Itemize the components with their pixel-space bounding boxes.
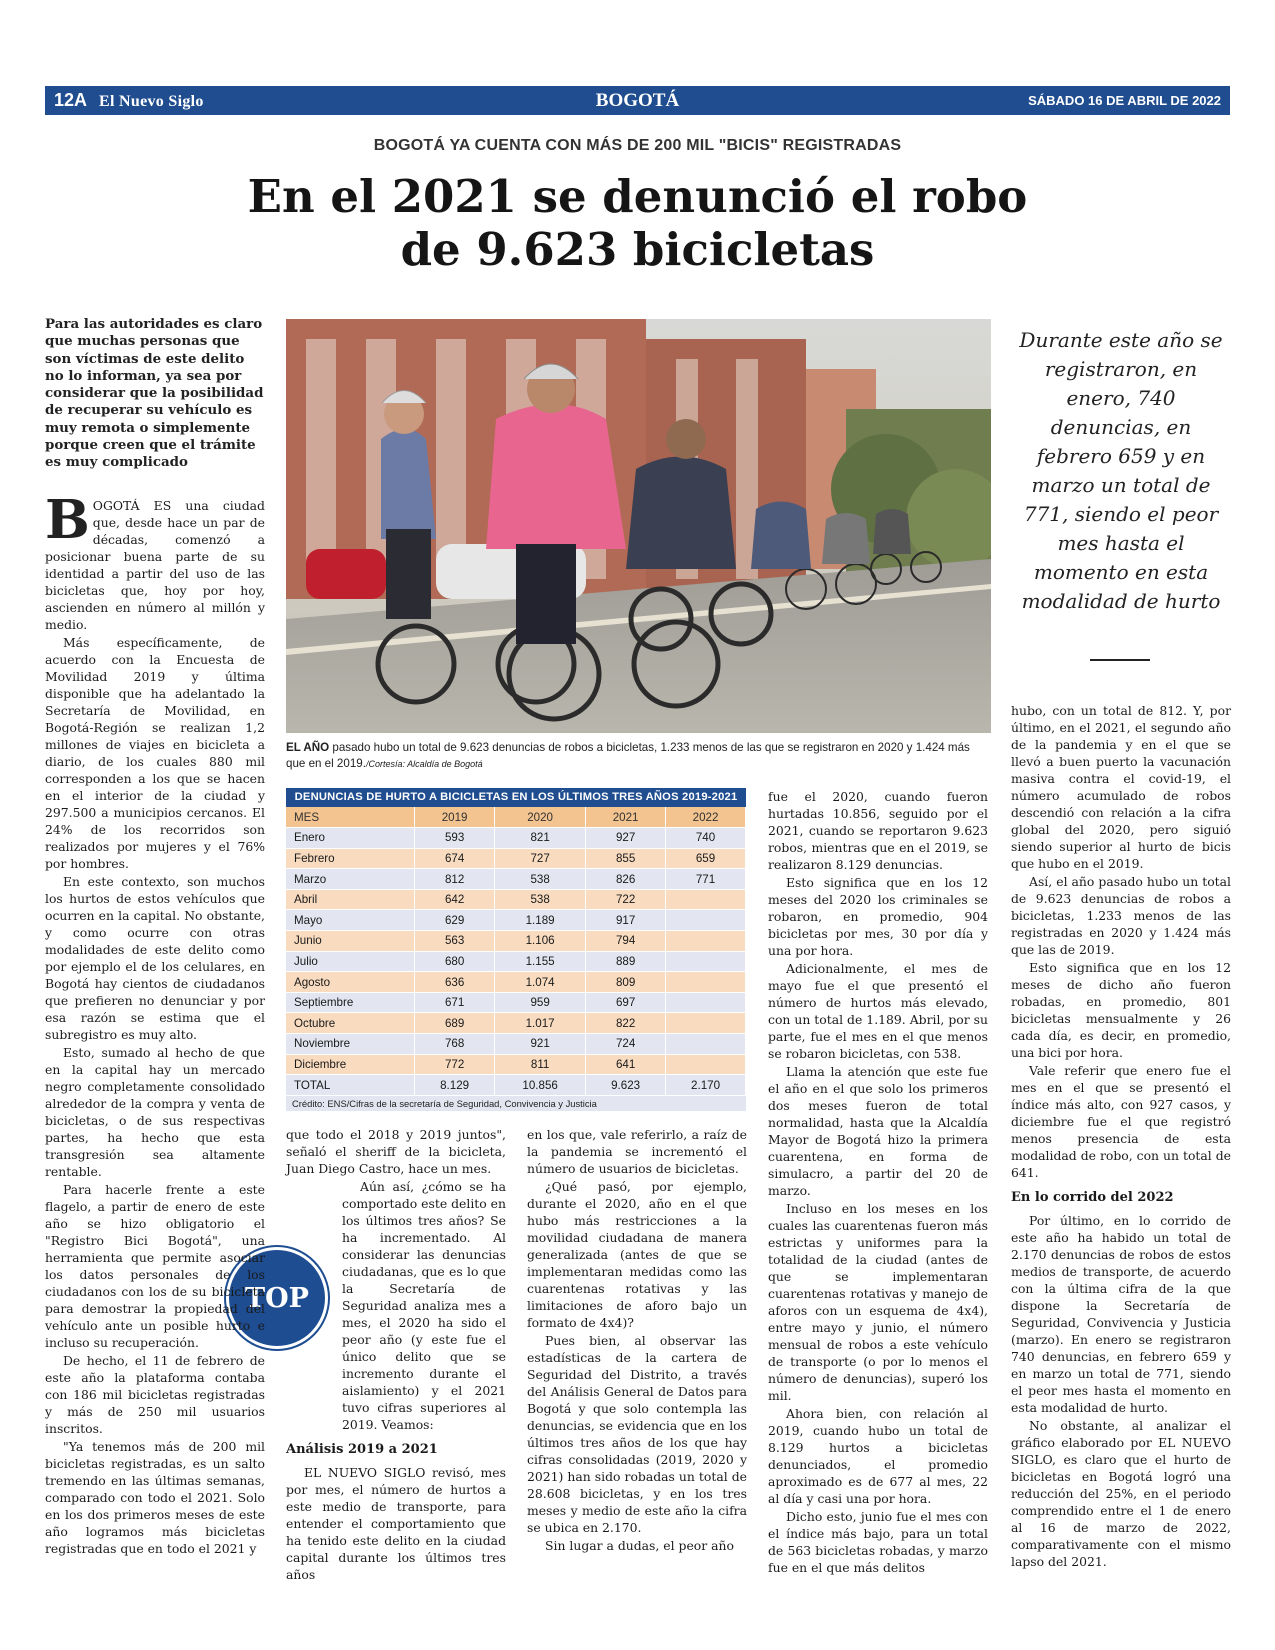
table-body: [286, 828, 746, 1096]
table-cell: 812: [415, 869, 495, 890]
table-cell: Mayo: [286, 910, 415, 931]
table-cell: 855: [586, 848, 666, 869]
table-header-cell: 2022: [666, 807, 746, 828]
col2-paragraph-3: EL NUEVO SIGLO revisó, mes por mes, el número de hurtos a este medio de transporte, para entender el comportamiento que ha tenido este delito en la ciudad capital durante los últimos tres años: [286, 1465, 506, 1582]
table-header-row: [286, 807, 746, 828]
column-3: [527, 1126, 747, 1555]
table-cell: 689: [415, 1013, 495, 1034]
table-row: [286, 848, 746, 869]
table-cell: 629: [415, 910, 495, 931]
col1-p5-text: Para hacerle frente a este flagelo, a partir de enero de este año se hizo obligatorio el "Registro Bici Bogotá", una herramienta que permite asociar los datos personales de los ciudadanos con los de su bicicleta para demostrar la propiedad del vehículo ante un posible hurto e incluso su recuperación.: [45, 1182, 265, 1350]
table-cell: [666, 1054, 746, 1075]
table-header-cell: 2021: [586, 807, 666, 828]
table-cell: [666, 972, 746, 993]
col4-paragraph-6: Ahora bien, con relación al 2019, cuando hubo un total de 8.129 hurtos a bicicletas denunciados, el promedio aproximado es de 677 al mes, 22 al día y casi una por hora.: [768, 1406, 988, 1506]
table-cell: Abril: [286, 889, 415, 910]
col1-paragraph-7: "Ya tenemos más de 200 mil bicicletas registradas, es un salto tremendo en las últimas semanas, comparado con todo el 2021. Solo en los dos primeros meses de este año logramos más bicicletas registradas que en todo el 2021 y: [45, 1439, 265, 1556]
table-row: [286, 910, 746, 931]
table-cell: 9.623: [586, 1075, 666, 1096]
table-cell: Diciembre: [286, 1054, 415, 1075]
table-cell: 538: [495, 889, 586, 910]
pull-quote-rule: [1090, 659, 1150, 661]
caption-lead: EL AÑO: [286, 741, 330, 754]
table-row: [286, 972, 746, 993]
col3-paragraph-3: Pues bien, al observar las estadísticas de la cartera de Seguridad del Distrito, a través del Análisis General de Datos para Bogotá y que solo contempla las denuncias, se evidencia que en los últimos tres años de los que hay cifras consolidadas (2019, 2020 y 2021) han sido robadas un total de 28.608 bicicletas, y en los tres meses y medio de este año la cifra se ubica en 2.170.: [527, 1333, 747, 1535]
table-cell: Octubre: [286, 1013, 415, 1034]
page-header: [45, 86, 1230, 115]
table-cell: 10.856: [495, 1075, 586, 1096]
caption-credit: /Cortesía: Alcaldía de Bogotá: [365, 759, 483, 769]
table-cell: 538: [495, 869, 586, 890]
caption-text: pasado hubo un total de 9.623 denuncias de robos a bicicletas, 1.233 menos de las que se registraron en 2020 y 1.424 más que en el 2019.: [286, 741, 970, 770]
table-cell: 809: [586, 972, 666, 993]
col5-paragraph-1: hubo, con un total de 812. Y, por último, en el 2021, el segundo año de la pandemia y en el que se llevó a buen puerto la vacunación masiva contra el covid-19, el número acumulado de robos descendió con relación a la cifra global del 2020, pero siguió siendo superior al hurto de bicis que hubo en el 2019.: [1011, 703, 1231, 871]
col5-paragraph-5: Por último, en lo corrido de este año ha habido un total de 2.170 denuncias de robos de estos medios de transporte, de acuerdo con la última cifra de la que dispone la Secretaría de Seguridad, Convivencia y Justicia (marzo). En enero se registraron 740 denuncias, en febrero 659 y en marzo un total de 771, siendo el peor mes hasta el momento en esta modalidad de hurto.: [1011, 1213, 1231, 1415]
page-number: 12A: [54, 90, 88, 110]
cyclists-photo: [286, 319, 991, 733]
col4-paragraph-5: Incluso en los meses en los cuales las cuarentenas fueron más estrictas y uniformes para la totalidad de la ciudad (antes de que se implementaran cuarentenas rotativas y manejo de aforos con un esquema de 4x4), entre mayo y junio, el número mensual de robos a este vehículo de transporte (o por lo menos el número de denuncias), superó los mil.: [768, 1201, 988, 1403]
table-header-cell: 2020: [495, 807, 586, 828]
top-badge: TOP: [226, 1247, 328, 1349]
table-total-row: [286, 1075, 746, 1096]
headline: [120, 170, 1155, 276]
table-row: [286, 951, 746, 972]
table-cell: Marzo: [286, 869, 415, 890]
table-cell: 821: [495, 828, 586, 849]
column-2: [286, 1126, 506, 1584]
table-cell: 641: [586, 1054, 666, 1075]
col4-paragraph-1: fue el 2020, cuando fueron hurtadas 10.856, seguido por el 2021, cuando se reportaron 9.623 robos, mientras que en el 2019, se realizaron 8.129 denuncias.: [768, 789, 988, 872]
table-cell: 727: [495, 848, 586, 869]
table-cell: 2.170: [666, 1075, 746, 1096]
table-cell: 917: [586, 910, 666, 931]
col5-paragraph-4: Vale referir que enero fue el mes en el que se presentó el índice más alto, con 927 casos, y diciembre fue el que registró menos presencia de esta modalidad de robo, con un total de 641.: [1011, 1063, 1231, 1180]
table-cell: 724: [586, 1034, 666, 1055]
table-header-cell: MES: [286, 807, 415, 828]
data-table: [286, 807, 746, 1096]
table-cell: Junio: [286, 931, 415, 952]
table-cell: 1.189: [495, 910, 586, 931]
table-cell: 674: [415, 848, 495, 869]
table-cell: Enero: [286, 828, 415, 849]
col1-p1-text: OGOTÁ ES una ciudad que, desde hace un par de décadas, comenzó a posicionar buena parte de su identidad a partir del uso de las bicicletas que, hoy por hoy, ascienden en número al millón y medio.: [45, 498, 265, 632]
col5-paragraph-3: Esto significa que en los 12 meses de dicho año fueron robadas, en promedio, 801 bicicletas mensualmente y 26 cada día, es decir, en promedio, una bici por hora.: [1011, 960, 1231, 1060]
table-cell: [666, 1034, 746, 1055]
table-cell: 826: [586, 869, 666, 890]
table-cell: 927: [586, 828, 666, 849]
table-header-cell: 2019: [415, 807, 495, 828]
table-cell: 889: [586, 951, 666, 972]
table-cell: [666, 889, 746, 910]
table-row: [286, 828, 746, 849]
table-cell: 593: [415, 828, 495, 849]
table-cell: 1.074: [495, 972, 586, 993]
col4-paragraph-7: Dicho esto, junio fue el mes con el índice más bajo, para un total de 563 bicicletas robadas, y marzo fue en el que más delitos: [768, 1509, 988, 1575]
table-cell: [666, 931, 746, 952]
newspaper-name: El Nuevo Siglo: [99, 93, 204, 110]
table-cell: 697: [586, 992, 666, 1013]
table-row: [286, 931, 746, 952]
table-cell: 811: [495, 1054, 586, 1075]
table-cell: 794: [586, 931, 666, 952]
headline-line-2: de 9.623 bicicletas: [400, 223, 875, 276]
table-cell: [666, 951, 746, 972]
table-row: [286, 869, 746, 890]
col5-paragraph-2: Así, el año pasado hubo un total de 9.623 denuncias de robos a bicicletas, 1.233 menos de las registradas en 2020 y 1.424 más que las de 2019.: [1011, 874, 1231, 957]
col1-paragraph-5: [45, 1181, 265, 1351]
table-title: DENUNCIAS DE HURTO A BICICLETAS EN LOS ÚLTIMOS TRES AÑOS 2019-2021: [286, 788, 746, 807]
col4-paragraph-3: Adicionalmente, el mes de mayo fue el que presentó el número de hurtos más elevado, con un total de 1.189. Abril, por su parte, fue el mes en el que menos se robaron bicicletas, con 538.: [768, 961, 988, 1061]
table-cell: 772: [415, 1054, 495, 1075]
cyclists-illustration: [286, 319, 991, 733]
theft-table: [286, 788, 746, 1114]
col1-paragraph-3: En este contexto, son muchos los hurtos de estos vehículos que ocurren en la capital. No obstante, y como ocurre con otras modalidades de este delito como por ejemplo el de los celulares, en Bogotá hay cientos de ciudadanos que prefieren no denunciar y por esa razón se estima que el subregistro es muy alto.: [45, 874, 265, 1042]
issue-date: SÁBADO 16 DE ABRIL DE 2022: [1028, 93, 1221, 108]
table-cell: 1.155: [495, 951, 586, 972]
table-cell: 642: [415, 889, 495, 910]
col4-paragraph-4: Llama la atención que este fue el año en el que solo los primeros dos meses fueron de total normalidad, hasta que la Alcaldía Mayor de Bogotá hizo la primera cuarentena, en forma de simulacro, a partir del 20 de marzo.: [768, 1064, 988, 1198]
col5-paragraph-6: No obstante, al analizar el gráfico elaborado por EL NUEVO SIGLO, es claro que el hurto de bicicletas en Bogotá logró una reducción del 25%, en el periodo comprendido entre el 1 de enero al 16 de marzo de 2022, comparativamente con el mismo lapso del 2021.: [1011, 1418, 1231, 1569]
column-5: [1011, 702, 1231, 1571]
table-cell: 722: [586, 889, 666, 910]
table-cell: 680: [415, 951, 495, 972]
table-cell: 771: [666, 869, 746, 890]
table-cell: 768: [415, 1034, 495, 1055]
table-cell: 740: [666, 828, 746, 849]
table-row: [286, 1013, 746, 1034]
table-cell: Noviembre: [286, 1034, 415, 1055]
table-row: [286, 889, 746, 910]
table-row: [286, 1054, 746, 1075]
col2-paragraph-2: Aún así, ¿cómo se ha comportado este delito en los últimos tres años? Se ha incrementado. Al considerar las denuncias ciudadanas, que es lo que la Secretaría de Seguridad analiza mes a mes, el 2020 ha sido el peor año (y este fue el único delito que se incremento durante el aislamiento) y el 2021 tuvo cifras superiores al 2019. Veamos:: [342, 1179, 506, 1432]
table-cell: 1.106: [495, 931, 586, 952]
col5-subhead: En lo corrido del 2022: [1011, 1190, 1174, 1205]
drop-cap: B: [45, 489, 90, 551]
col2-subhead: Análisis 2019 a 2021: [286, 1442, 438, 1457]
table-cell: Febrero: [286, 848, 415, 869]
col1-paragraph-4: Esto, sumado al hecho de que en la capital hay un mercado negro completamente consolidado alrededor de la compra y venta de bicicletas, o de sus respectivas partes, ha hecho que esta transgresión sea altamente rentable.: [45, 1045, 265, 1179]
col3-paragraph-2: ¿Qué pasó, por ejemplo, durante el 2020, año en el que hubo más restricciones a la movilidad ciudadana de manera generalizada (antes de que se implementaran medidas como las cuarentenas rotativas y las limitaciones de aforo bajo un formato de 4x4)?: [527, 1179, 747, 1330]
table-cell: TOTAL: [286, 1075, 415, 1096]
table-cell: 636: [415, 972, 495, 993]
headline-line-1: En el 2021 se denunció el robo: [247, 170, 1028, 223]
table-cell: 659: [666, 848, 746, 869]
kicker: BOGOTÁ YA CUENTA CON MÁS DE 200 MIL "BICIS" REGISTRADAS: [373, 137, 902, 154]
table-cell: 563: [415, 931, 495, 952]
section-name: BOGOTÁ: [595, 89, 680, 111]
col1-paragraph-1: [45, 489, 265, 633]
table-cell: 959: [495, 992, 586, 1013]
column-4: [768, 788, 988, 1577]
table-cell: 921: [495, 1034, 586, 1055]
table-cell: Agosto: [286, 972, 415, 993]
table-cell: 8.129: [415, 1075, 495, 1096]
col3-paragraph-1: en los que, vale referirlo, a raíz de la pandemia se incrementó el número de usuarios de bicicletas.: [527, 1127, 747, 1176]
table-cell: 671: [415, 992, 495, 1013]
col3-paragraph-4: Sin lugar a dudas, el peor año: [545, 1538, 734, 1553]
table-cell: [666, 992, 746, 1013]
table-row: [286, 1034, 746, 1055]
table-row: [286, 992, 746, 1013]
col1-paragraph-2: Más específicamente, de acuerdo con la Encuesta de Movilidad 2019 y última disponible que ha adelantado la Secretaría de Movilidad, en Bogotá-Región se realizan 1,2 millones de viajes en bicicleta a diario, de los cuales 880 mil corresponden a los que se hacen en el interior de la ciudad y 297.500 a municipios cercanos. El 24% de los recorridos son realizados por mujeres y el 76% por hombres.: [45, 635, 265, 871]
column-1: [45, 489, 265, 1558]
lede: Para las autoridades es claro que muchas personas que son víctimas de este delito no lo informan, ya sea por considerar que la posibilidad de recuperar su vehículo es muy remota o simplemente porque creen que el trámite es muy complicado: [45, 316, 264, 471]
pull-quote: Durante este año se registraron, en enero, 740 denuncias, en febrero 659 y en marzo un total de 771, siendo el peor mes hasta el momento en esta modalidad de hurto: [1019, 328, 1223, 613]
table-cell: Septiembre: [286, 992, 415, 1013]
table-cell: 822: [586, 1013, 666, 1034]
photo-caption: [286, 740, 991, 772]
table-cell: Julio: [286, 951, 415, 972]
table-cell: 1.017: [495, 1013, 586, 1034]
table-credit: Crédito: ENS/Cifras de la secretaría de Seguridad, Convivencia y Justicia: [286, 1096, 746, 1111]
col2-paragraph-1: que todo el 2018 y 2019 juntos", señaló el sheriff de la bicicleta, Juan Diego Castro, hace un mes.: [286, 1127, 506, 1176]
col1-paragraph-6: De hecho, el 11 de febrero de este año la plataforma contaba con 186 mil bicicletas registradas y más de 250 mil usuarios inscritos.: [45, 1353, 265, 1436]
table-cell: [666, 1013, 746, 1034]
table-cell: [666, 910, 746, 931]
col4-paragraph-2: Esto significa que en los 12 meses del 2020 los criminales se robaron, en promedio, 904 bicicletas por mes, 30 por día y una por hora.: [768, 875, 988, 958]
